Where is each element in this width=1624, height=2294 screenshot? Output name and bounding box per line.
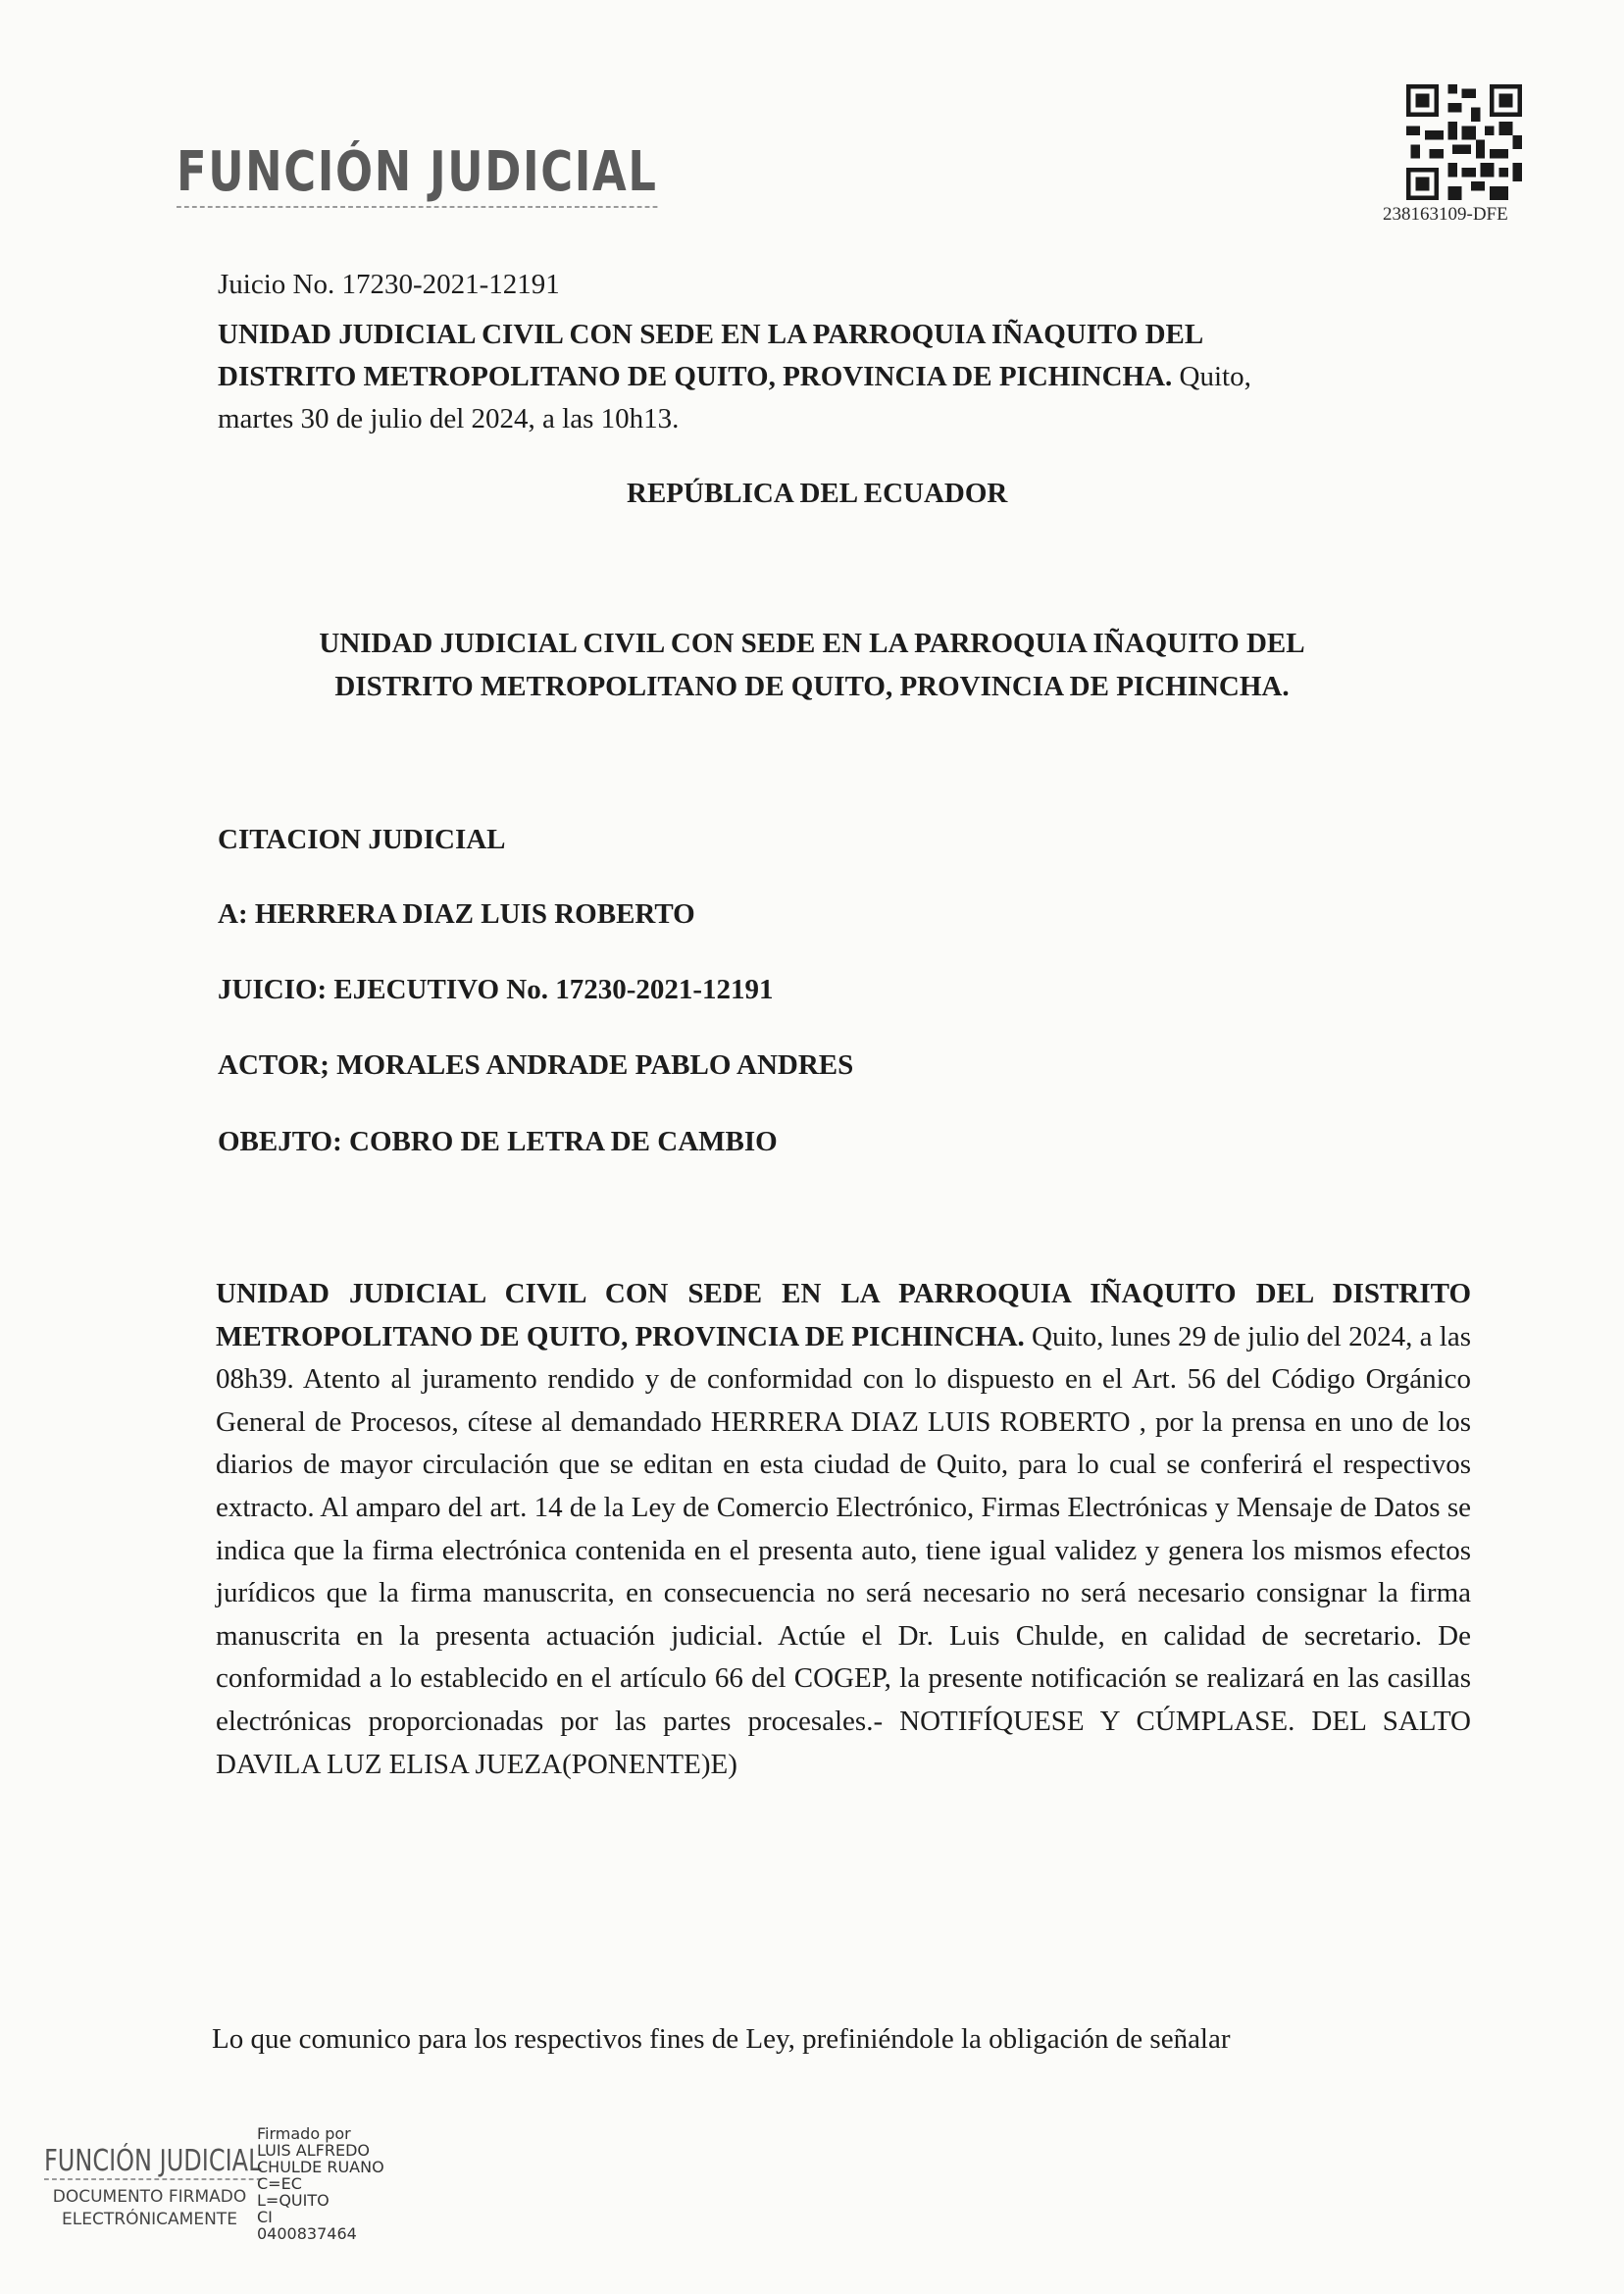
citation-case: JUICIO: EJECUTIVO No. 17230-2021-12191 — [218, 974, 774, 1005]
ruling-lead: UNIDAD JUDICIAL CIVIL CON SEDE EN LA PARROQUIA IÑAQUITO DEL DISTRITO METROPOLITANO DE QUITO, PROVINCIA DE PICHINCHA. — [216, 1278, 1471, 1352]
citation-title: CITACION JUDICIAL — [218, 824, 506, 855]
citation-object: OBEJTO: COBRO DE LETRA DE CAMBIO — [218, 1126, 778, 1157]
unit-title-line2: DISTRITO METROPOLITANO DE QUITO, PROVINCIA DE PICHINCHA. — [334, 671, 1290, 702]
unit-title-line1: UNIDAD JUDICIAL CIVIL CON SEDE EN LA PARROQUIA IÑAQUITO DEL — [319, 628, 1305, 659]
signature-stamp-logo: FUNCIÓN JUDICIAL — [44, 2144, 262, 2178]
signer-line: CI — [257, 2208, 273, 2226]
stamp-line1: DOCUMENTO FIRMADO — [52, 2187, 247, 2207]
republic-title: REPÚBLICA DEL ECUADOR — [627, 478, 1008, 509]
header-place: Quito, — [1179, 361, 1251, 392]
signer-line: Firmado por — [257, 2124, 351, 2143]
citation-actor: ACTOR; MORALES ANDRADE PABLO ANDRES — [218, 1049, 854, 1081]
signer-line: L=QUITO — [257, 2191, 330, 2210]
closing-line: Lo que comunico para los respectivos fines de Ley, prefiniéndole la obligación de señalar — [212, 2023, 1231, 2055]
stamp-line2: ELECTRÓNICAMENTE — [62, 2210, 237, 2229]
signer-line: 0400837464 — [257, 2224, 357, 2243]
unit-header-line2: DISTRITO METROPOLITANO DE QUITO, PROVINCIA DE PICHINCHA. — [218, 361, 1173, 392]
citation-recipient: A: HERRERA DIAZ LUIS ROBERTO — [218, 898, 695, 930]
signer-line: CHULDE RUANO — [257, 2158, 384, 2176]
ruling-paragraph — [216, 1273, 1471, 1786]
funcion-judicial-logo: FUNCIÓN JUDICIAL — [177, 140, 657, 208]
unit-header-line2-row — [218, 358, 1251, 395]
ruling-text: Quito, lunes 29 de julio del 2024, a las 08h39. Atento al juramento rendido y de conformidad con lo dispuesto en el Art. 56 del Código Orgánico General de Procesos, cítese al demandado HERRERA DIAZ LUIS ROBERTO , por la prensa en uno de los diarios de mayor circulación que se editan en esta ciudad de Quito, para lo cual se conferirá el respectivos extracto. Al amparo del art. 14 de la Ley de Comercio Electrónico, Firmas Electrónicas y Mensaje de Datos se indica que la firma electrónica contenida en el presenta auto, tiene igual validez y genera los mismos efectos jurídicos que la firma manuscrita, en consecuencia no será necesario no será necesario consignar la firma manuscrita en la presenta actuación judicial. Actúe el Dr. Luis Chulde, en calidad de secretario. De conformidad a lo establecido en el artículo 66 del COGEP, la presente notificación se realizará en las casillas electrónicas proporcionadas por las partes procesales.- NOTIFÍQUESE Y CÚMPLASE. DEL SALTO DAVILA LUZ ELISA JUEZA(PONENTE)E) — [216, 1320, 1471, 1780]
unit-header-line1: UNIDAD JUDICIAL CIVIL CON SEDE EN LA PARROQUIA IÑAQUITO DEL — [218, 319, 1204, 350]
signer-details — [257, 2125, 384, 2242]
header-date: martes 30 de julio del 2024, a las 10h13. — [218, 403, 680, 434]
signer-line: C=EC — [257, 2174, 302, 2193]
signer-line: LUIS ALFREDO — [257, 2141, 370, 2160]
qr-code-id: 238163109-DFE — [1383, 204, 1508, 225]
qr-code-icon — [1406, 84, 1522, 200]
case-number: Juicio No. 17230-2021-12191 — [218, 269, 560, 300]
